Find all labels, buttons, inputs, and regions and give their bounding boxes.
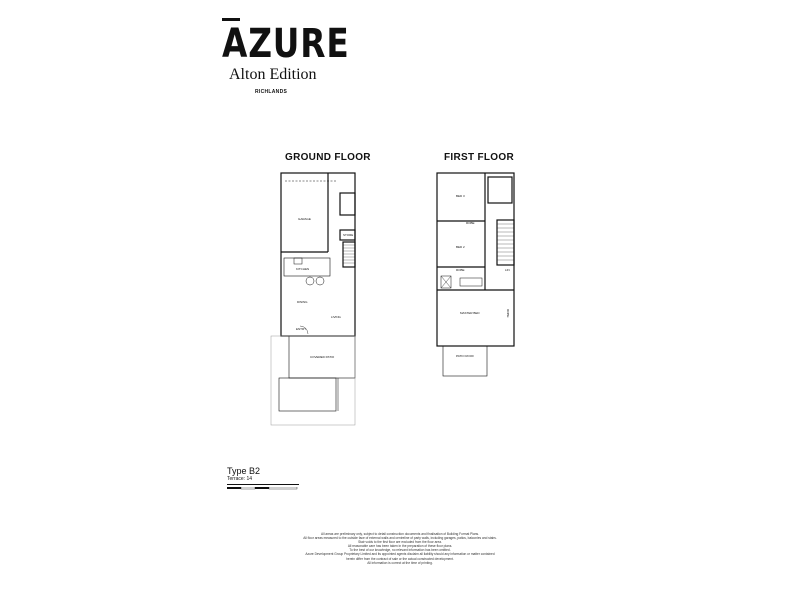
room-patio-roof: PATIO ROOF xyxy=(456,354,475,358)
room-covered-patio: COVERED PATIO xyxy=(310,355,335,359)
first-floor-title: FIRST FLOOR xyxy=(444,152,514,163)
disclaimer-line: All reasonable care has been taken in the preparation of these floor plans. xyxy=(347,544,453,549)
room-master-bed: MASTER BED xyxy=(460,311,480,315)
disclaimer-line: Azure Development Group Proprietary Limited and its appointed agents disclaim all liability should any information or matter contained xyxy=(305,552,495,557)
room-kitchen: KITCHEN xyxy=(296,267,310,271)
disclaimer-line: Stair voids to the first floor are excluded from the floor area. xyxy=(358,540,442,545)
room-living: LIVING xyxy=(331,315,341,319)
disclaimer-line: All areas are preliminary only, subject to detail construction documents and finalisation of Building Format Plans. xyxy=(321,532,479,536)
ground-floor-title: GROUND FLOOR xyxy=(285,152,371,163)
disclaimer-line: All floor areas measured to the outside face of external walls and centreline of party walls, including garages, patios, balconies and stairs. xyxy=(303,536,497,541)
room-robe-2: ROBE xyxy=(456,268,465,272)
room-robe-3: ROBE xyxy=(506,309,510,318)
room-entry: ENTRY xyxy=(296,327,307,331)
disclaimer-line: All information is correct at the time of printing. xyxy=(367,560,433,565)
room-dining: DINING xyxy=(297,300,308,304)
unit-type: Type B2 xyxy=(227,466,261,476)
disclaimer-line: To the best of our knowledge, no relevant information has been omitted. xyxy=(349,548,451,553)
scale-ticks xyxy=(227,487,299,493)
brand-logo: AZURE xyxy=(222,21,350,67)
unit-terrace: Terrace: 14 xyxy=(227,476,253,482)
room-garage: GARAGE xyxy=(298,217,311,221)
disclaimer xyxy=(250,532,550,565)
room-bed2: BED 2 xyxy=(456,245,465,249)
brand-edition: Alton Edition xyxy=(229,66,317,83)
room-lin: LIN xyxy=(505,268,510,272)
disclaimer-line: herein differ from the contract of sale or the actual constructed development. xyxy=(346,556,454,561)
room-store: STORE xyxy=(343,233,354,237)
brand-location: RICHLANDS xyxy=(255,89,288,95)
room-bed3: BED 3 xyxy=(456,194,465,198)
room-robe-1: ROBE xyxy=(466,221,475,225)
